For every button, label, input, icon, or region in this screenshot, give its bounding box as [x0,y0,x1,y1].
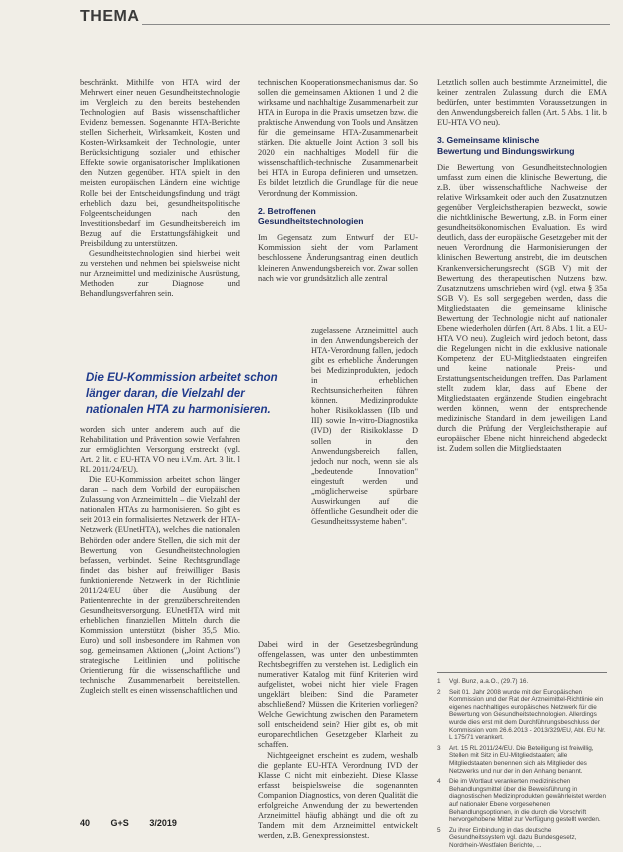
paragraph: zugelassene Arzneimittel auch in den Anwendungsbereich der HTA-Verordnung fallen, jedoch gibt es erhebliche Änderungen bei Medizinprodukten, jedoch in erheblichen Rechtsunsicherheiten führen können. Medizinprodukte hoher Risikoklassen (IIb und III) sowie In-vitro-Diagnostika (IVD) der Risikoklasse D sollen in den Anwendungsbereich fallen, jedoch nur noch, wenn sie als „bedeutende Innovation" eingestuft werden und „möglicherweise spürbare Auswirkungen auf die öffentliche Gesundheit oder die Gesundheitssysteme haben". [311,326,418,526]
footnotes [437,672,607,852]
footnote-number: 2 [437,688,441,696]
paragraph: Nichtgeeignet erscheint es zudem, weshalb die geplante EU-HTA Verordnung IVD der Klasse C nicht mit einbezieht. Diese Klasse erfasst beispielsweise die sogenannten Companion Diagnostics, von deren Qualität die erfolgreiche Anwendung der zu bewertenden Arzneimittel häufig abhängt und die oft zu Tandem mit dem Arzneimittel entwickelt werden, z.B. Genexpressionstest. [258,750,418,840]
footnote-text: Zu ihrer Einbindung in das deutsche Gesundheitssystem vgl. dazu Bundesgesetz, Nordrhein-Westfalen Berichte, ... [449,826,577,849]
footnote-text: Vgl. Bunz, a.a.O., (29.7) 16. [449,678,529,685]
paragraph: Gesundheitstechnologien sind hierbei weit zu verstehen und nehmen bei spielsweise nicht nur Arzneimittel und medizinische Ausrüstung, Methoden zur Diagnose und Behandlungsverfahren sein. [80,248,240,298]
paragraph: technischen Kooperationsmechanismus dar. So sollen die gemeinsamen Aktionen 1 und 2 die wirksame und nachhaltige Zusammenarbeit zur HTA in Europa in die Praxis umsetzen bzw. die praktische Anwendung von Tools und Ansätzen für die gemeinsame HTA-Zusammenarbeit stärken. Die aktuelle Joint Action 3 soll bis 2020 ein nachhaltiges Modell für die wissenschaftlich-technische Zusammenarbeit bei HTA in Europa definieren und umsetzen. Es bildet letztlich die Grundlage für die neue Verordnung der Kommission. [258,78,418,198]
paragraph: Die Bewertung von Gesundheitstechnologien umfasst zum einen die klinische Bewertung, die z.B. über wissenschaftliche Nachweise der relative Wirksamkeit oder auch den Zusatznutzen gegenüber Vergleichstherapien bezweckt, sowie die nichtklinische Bewertung, z.B. in Form einer gesundheitsökonomischen Evaluation. Es wird deutlich, dass der europäische Gesetzgeber mit der neuen Verordnung die Harmonisierungen der klinischen Bewertung anstrebt, die im deutschen Krankenversicherungsrecht (SGB V) mit der Bewertung des therapeutischen Nutzens bzw. Zusatznutzens umschrieben wird (vgl. etwa § 35a SGB V). Es soll sergegeben werden, dass die Mitgliedstaaten die gemeinsame klinische Bewertung der Technologie nicht auf nationaler Ebene wiederholen dürfen (Art. 8 Abs. 1 lit. a EU-HTA VO neu). Zugleich wird jedoch betont, dass die Regelungen nicht in die exklusive nationale Kompetenz der EU-Mitgliedstaaten eingreifen und keine nationale Preis- und Erstattungsentscheidungen treffen. Das Parlament stellt zudem klar, dass auf Ebene der Mitgliedstaaten ergänzende Studien eingebracht werden können, wenn der entsprechende medizinische Standard in dem jeweiligen Land durch die Prüfung der Vergleichstherapie auf europäischer Ebene nicht hinreichend abgedeckt ist. Zudem sollen die Mitgliedstaaten [437,163,607,454]
column-3 [437,78,607,454]
paragraph: Dabei wird in der Gesetzesbegründung offengelassen, was unter den unbestimmten Rechtsbegriffen zu verstehen ist. Lediglich ein numerativer Katalog mit fünf Kriterien wird aufgelistet, wobei nicht hier viele Fragen ungeklärt bleiben: Sind die Parameter abschließend? Müssen die Kriterien vorliegen? Welche Gewichtung zwischen den Parametern soll entscheidend sein? Hier gibt es, ob mit europarechtlichen Gesetzgeber Klarheit zu schaffen. [258,640,418,750]
heading-line: 3. Gemeinsame klinische [437,135,540,146]
footnote-text: Art. 15 RL 2011/24/EU. Die Beteiligung ist freiwillig, Stellen mit Sitz in EU-Mitgliedstaaten; alle Mitgliedstaaten benennen sich als Mitglieder des Netzwerks und nur der in den Anhang benannt. [449,744,594,775]
paragraph: worden sich unter anderem auch auf die Rehabilitation und Prävention sowie Verfahren zur ermöglichten Versorgung erstreckt (vgl. Art. 2 lit. c EU-HTA VO neu i.V.m. Art. 3 lit. l RL 2011/24/EU). [80,425,240,475]
issue-number: 3/2019 [149,818,177,828]
footnote-number: 5 [437,826,441,834]
footnote-number: 1 [437,678,441,685]
paragraph: Die EU-Kommission arbeitet schon länger daran – nach dem Vorbild der europäischen Zulassung von Arzneimitteln – die Vielzahl der nationalen HTAs zu harmonisieren. So gibt es seit 2013 ein formalisiertes Netzwerk der HTA-Netzwerk (EUnetHTA), welches die nationalen Behörden oder andere Stellen, die sich mit der Bewertung von Gesundheitstechnologien befassen, verbindet. Seine Rechtsgrundlage findet das bisher auf freiwilliger Basis funktionierende Netzwerk in der Richtlinie 2011/24/EU über die Ausübung der Patientenrechte in der grenzüberschreitenden Gesundheitsversorgung. EUnetHTA wird mit erheblichen finanziellen Mitteln durch die Kommission unterstützt (bisher 35,5 Mio. Euro) und soll insbesondere im Rahmen von sog. gemeinsamen Aktionen („Joint Actions") strategische Leitlinien und politische Orientierung für die wissenschaftliche und technische Zusammenarbeit bereitstellen. Zugleich stellt es einen wissenschaftlichen und [80,475,240,696]
section-title: THEMA [80,8,140,25]
journal-name: G+S [110,818,129,828]
footnote [437,778,607,824]
page-header [80,8,610,32]
page-footer [80,818,195,828]
footnote [437,745,607,775]
footnote-text: Die im Wortlaut verankerten medizinischen Behandlungsmittel über die Beweisführung in diagnostischen Medizinprodukten gewährleistet werden auf nationaler Ebene vorgesehenen Behandlungsoptionen, in die durch die Vorschrift hervorgehobene Mittel zur Verfügung gestellt werden. [449,778,607,824]
heading-line: Bewertung und Bindungswirkung [437,145,575,156]
footnote [437,827,607,850]
column-2-top [258,78,418,284]
heading-line: Gesundheitstechnologien [258,215,364,226]
header-rule [142,24,610,25]
column-2-middle [311,326,418,527]
paragraph: Im Gegensatz zum Entwurf der EU-Kommission sieht der vom Parlament beschlossene Änderungsantrag einen deutlich kleineren Anwendungsbereich vor. Zwar sollen nach wie vor grundsätzlich alle zentral [258,233,418,283]
column-1-top [80,78,240,299]
pull-quote: Die EU-Kommission arbeitet schon länger daran, die Vielzahl der nationalen HTA zu harmonisieren. [86,372,278,416]
column-1-bottom [80,425,240,696]
heading-line: 2. Betroffenen [258,205,316,216]
footnote [437,678,607,686]
paragraph: Letztlich sollen auch bestimmte Arzneimittel, die keiner zentralen Zulassung durch die EMA bedürfen, unter bestimmten Voraussetzungen in den Anwendungsbereich fallen (Art. 5 Abs. 1 lit. b EU-HTA VO neu). [437,78,607,128]
footnote-number: 4 [437,778,441,786]
section-heading-3 [437,135,607,156]
paragraph: beschränkt. Mithilfe von HTA wird der Mehrwert einer neuen Gesundheitstechnologie im Vergleich zu den bereits bestehenden Technologien auf Basis wissenschaftlicher Evidenz bemessen. Sogenannte HTA-Berichte stellen Sicherheit, Wirksamkeit, Kosten und Kosten-Wirksamkeit der Technologie, unter Berücksichtigung sozialer und ethischer Effekte sowie organisatorischer Implikationen den Nutzen gegenüber. HTA spielt in den meisten europäischen Ländern eine wichtige Rolle bei der Entscheidungsfindung und trägt erheblich dazu bei, gesundheitspolitische Folgeentscheidungen nach den Investitionsbedarf im Gesundheitsbereich im Bezug auf die Erstattungsfähigkeit und Preisbildung zu unterstützen. [80,78,240,248]
footnote-number: 3 [437,744,441,752]
footnote-text: Seit 01. Jahr 2008 wurde mit der Europäischen Kommission und der Rat der Arzneimittel-Richtlinie ein eigenes nachhaltiges europäisches Netzwerk für die Bewertung von Gesundheitstechnologien. Allerdings wurde dies erst mit dem Durchführungsbeschluss der Kommission vom 26.6.2013 - 2013/329/EU, Abl. EU Nr. L 175/71 verankert. [449,688,606,742]
page-number: 40 [80,818,91,828]
column-2-bottom [258,640,418,841]
footnote [437,689,607,742]
section-heading-2 [258,206,418,227]
